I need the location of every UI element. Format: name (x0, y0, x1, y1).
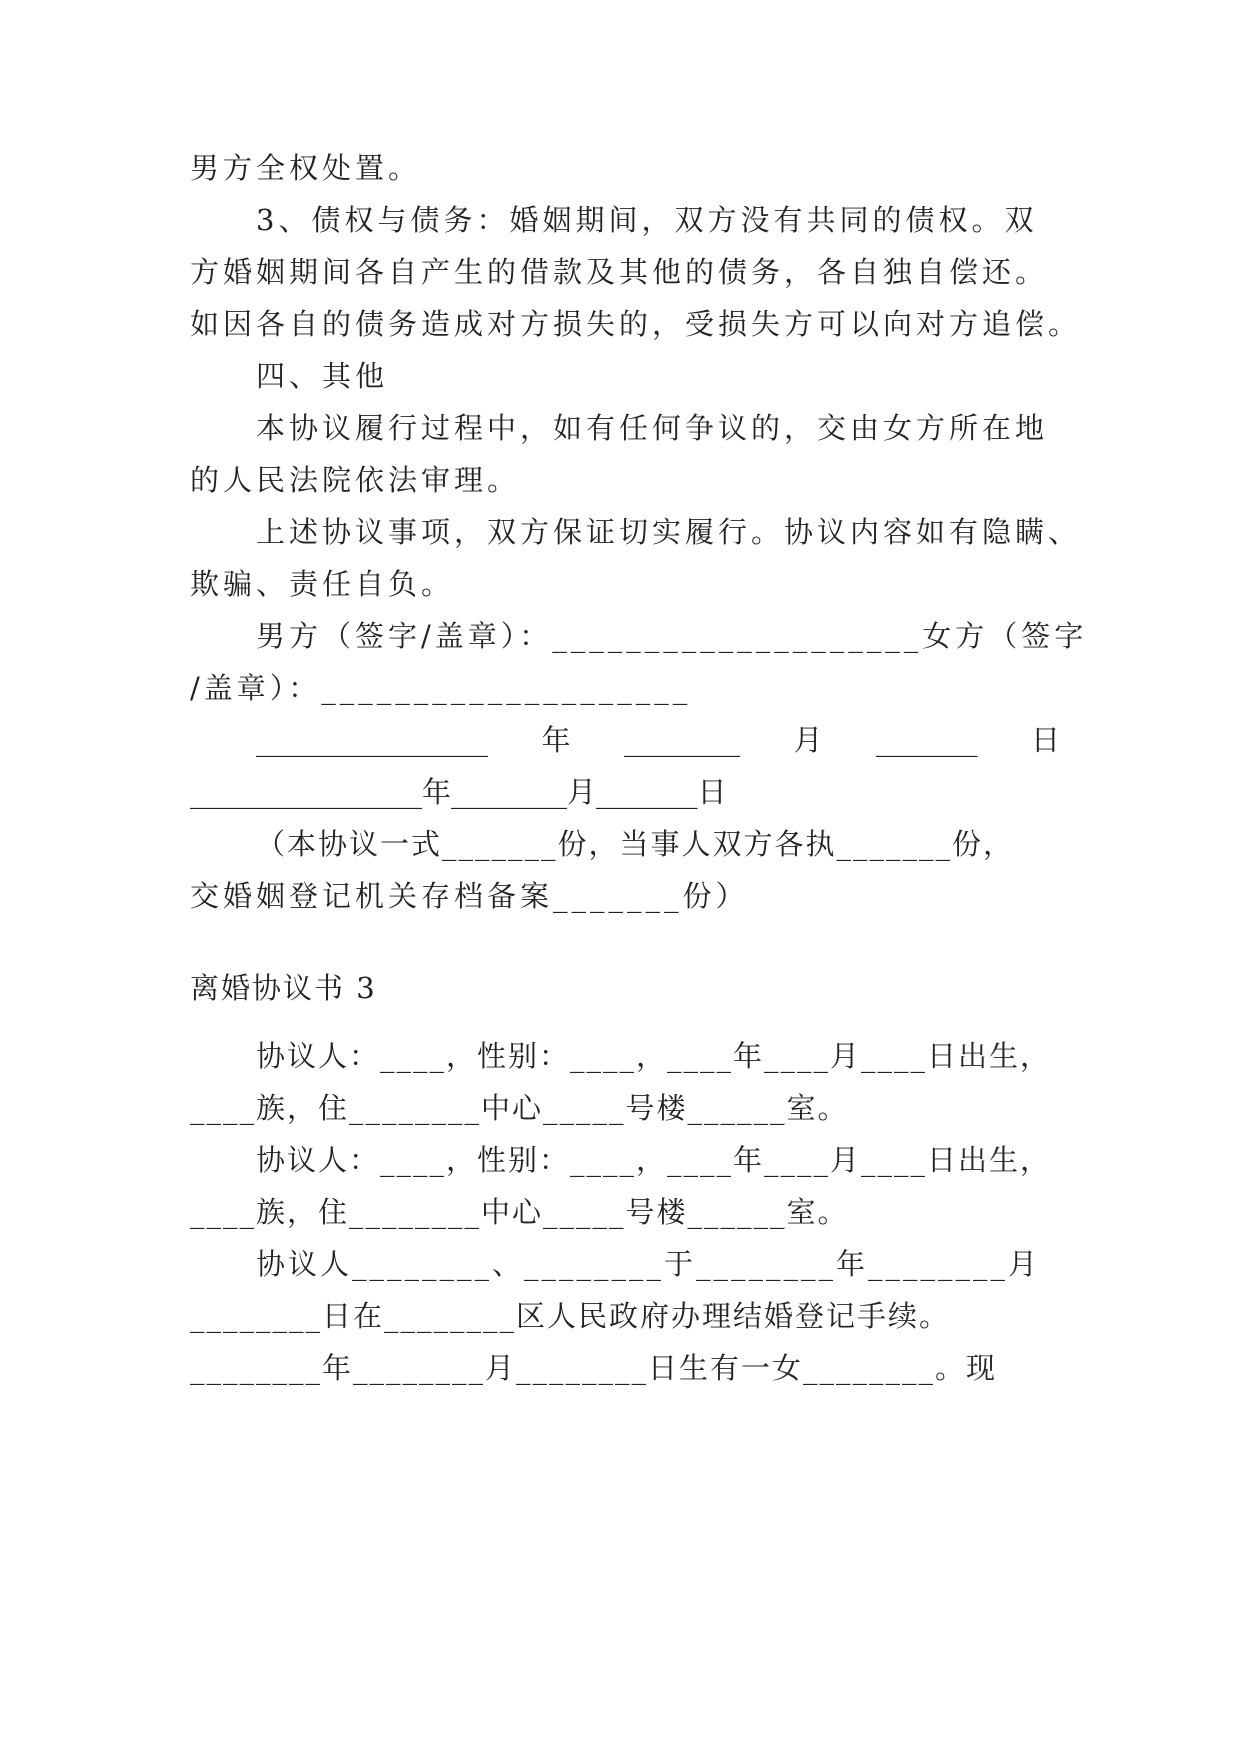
date-blank: ________ (623, 723, 740, 757)
text-line: 协议人________、________于________年________月 (256, 1247, 1041, 1281)
date-blank: _______ (875, 723, 978, 757)
date-line (256, 720, 1060, 760)
text-line: 方婚姻期间各自产生的借款及其他的债务，各自独自偿还。 (190, 255, 1049, 289)
text-line: 协议人：____，性别：____，____年____月____日出生， (256, 1039, 1052, 1073)
date-blank: ________________ (256, 723, 488, 757)
text-line: 男方全权处置。 (190, 151, 422, 185)
text-line: （本协议一式_______份，当事人双方各执_______份， (256, 827, 1015, 861)
text-line: 上述协议事项，双方保证切实履行。协议内容如有隐瞒、 (256, 515, 1082, 549)
text-line: ____族，住________中心_____号楼______室。 (190, 1195, 849, 1229)
signature-line: 男方（签字/盖章）：____________________女方（签字 (256, 619, 1088, 653)
text-line: 欺骗、责任自负。 (190, 567, 455, 601)
text-line: ____族，住________中心_____号楼______室。 (190, 1091, 849, 1125)
text-line: 如因各自的债务造成对方损失的，受损失方可以向对方追偿。 (190, 307, 1082, 341)
text-line: ________日在________区人民政府办理结婚登记手续。 (190, 1299, 951, 1333)
text-line: 的人民法院依法审理。 (190, 463, 521, 497)
date-unit-year: 年 (541, 723, 571, 757)
text-line: 协议人：____，性别：____，____年____月____日出生， (256, 1143, 1052, 1177)
section-heading: 四、其他 (256, 359, 389, 393)
signature-line: /盖章）：____________________ (190, 671, 692, 705)
text-line: 交婚姻登记机关存档备案_______份） (190, 879, 749, 913)
text-line: ________年________月________日生有一女________。现 (190, 1351, 998, 1385)
section-title: 离婚协议书 3 (190, 971, 377, 1005)
date-unit-day: 日 (1030, 723, 1060, 757)
date-unit-month: 月 (793, 723, 823, 757)
text-line: 3、债权与债务：婚姻期间，双方没有共同的债权。双 (256, 203, 1038, 237)
date-line: ________________年________月_______日 (190, 775, 727, 809)
text-line: 本协议履行过程中，如有任何争议的，交由女方所在地 (256, 411, 1049, 445)
